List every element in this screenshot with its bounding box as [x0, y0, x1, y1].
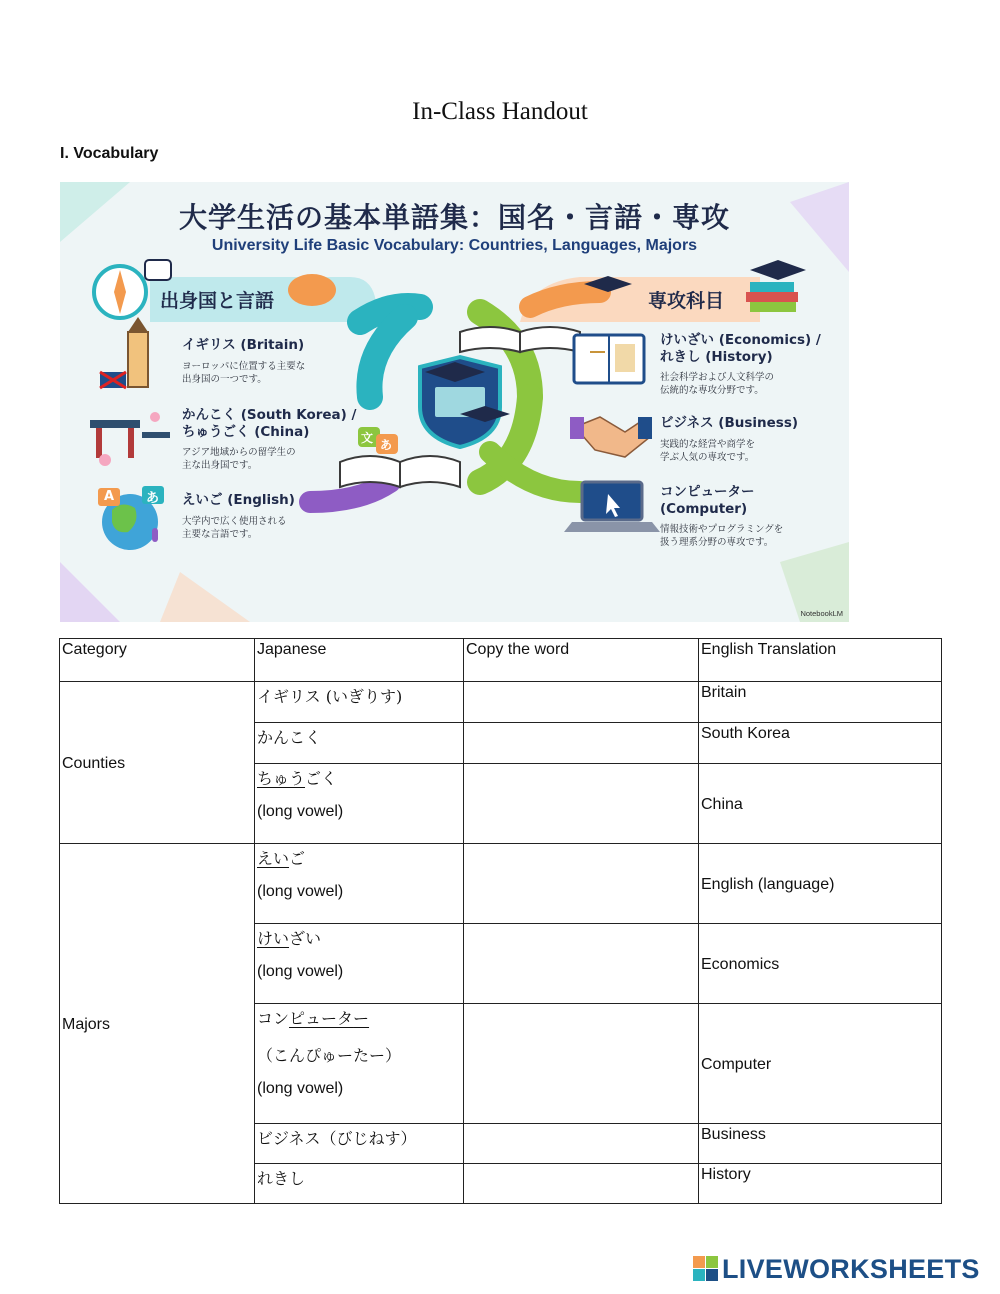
- table-row: [60, 682, 942, 723]
- badge-latin-a: A: [104, 489, 115, 504]
- en-cell: China: [699, 764, 942, 844]
- page-title: In-Class Handout: [412, 98, 588, 125]
- copy-cell[interactable]: [464, 844, 699, 924]
- item-economics-history-title: けいざい (Economics) / れきし (History): [660, 332, 821, 365]
- category-countries: Counties: [60, 682, 255, 844]
- badge-a-hiragana: あ: [380, 438, 393, 452]
- item-computer-desc: 情報技術やプログラミングを 扱う理系分野の専攻です。: [660, 524, 784, 548]
- item-korea-china-desc: アジア地域からの留学生の 主な出身国です。: [182, 447, 296, 471]
- item-business-desc: 実践的な経営や商学を 学ぶ人気の専攻です。: [660, 439, 756, 463]
- en-cell: Britain: [699, 682, 942, 723]
- item-english-title: えいご (English): [182, 492, 295, 508]
- liveworksheets-logo: [693, 1253, 980, 1284]
- infographic-credit: NotebookLM: [800, 609, 843, 618]
- table-header-row: [60, 639, 942, 682]
- logo-icon: [693, 1256, 719, 1282]
- en-cell: Economics: [699, 924, 942, 1004]
- copy-cell[interactable]: [464, 1164, 699, 1204]
- infographic-title-jp: 大学生活の基本単語集：国名・言語・専攻: [178, 201, 730, 234]
- item-britain-title: イギリス (Britain): [182, 337, 305, 353]
- copy-cell[interactable]: [464, 1124, 699, 1164]
- jp-cell: けいざい (long vowel): [255, 924, 464, 1004]
- jp-cell: えいご (long vowel): [255, 844, 464, 924]
- en-cell: Computer: [699, 1004, 942, 1124]
- header-english: English Translation: [699, 639, 942, 682]
- vocabulary-infographic: [60, 182, 849, 622]
- vocabulary-table: [59, 638, 942, 1204]
- badge-jp-a: あ: [146, 491, 160, 506]
- item-economics-history-desc: 社会科学および人文科学の 伝統的な専攻分野です。: [660, 372, 775, 396]
- jp-cell: ビジネス（びじねす）: [255, 1124, 464, 1164]
- copy-cell[interactable]: [464, 1004, 699, 1124]
- copy-cell[interactable]: [464, 682, 699, 723]
- section-title: I. Vocabulary: [60, 145, 159, 162]
- category-majors: Majors: [60, 844, 255, 1204]
- item-korea-china-title: かんこく (South Korea) / ちゅうごく (China): [182, 407, 357, 440]
- en-cell: English (language): [699, 844, 942, 924]
- item-english-desc: 大学内で広く使用される 主要な言語です。: [182, 516, 287, 540]
- item-britain-desc: ヨーロッパに位置する主要な 出身国の一つです。: [182, 361, 306, 385]
- logo-text: LIVEWORKSHEETS: [722, 1253, 980, 1284]
- badge-bun: 文: [361, 431, 374, 445]
- item-business-title: ビジネス (Business): [660, 415, 799, 431]
- header-category: Category: [60, 639, 255, 682]
- en-cell: Business: [699, 1124, 942, 1164]
- header-japanese: Japanese: [255, 639, 464, 682]
- jp-cell: れきし: [255, 1164, 464, 1204]
- table-row: [60, 844, 942, 924]
- jp-cell: かんこく: [255, 723, 464, 764]
- jp-cell: ちゅうごく (long vowel): [255, 764, 464, 844]
- left-header: 出身国と言語: [160, 290, 275, 312]
- infographic-title-en: University Life Basic Vocabulary: Countries, Languages, Majors: [211, 237, 698, 254]
- copy-cell[interactable]: [464, 764, 699, 844]
- header-copy: Copy the word: [464, 639, 699, 682]
- copy-cell[interactable]: [464, 723, 699, 764]
- jp-cell: イギリス (いぎりす): [255, 682, 464, 723]
- item-computer-title: コンピューター (Computer): [660, 484, 755, 517]
- jp-cell: コンピューター （こんぴゅーたー） (long vowel): [255, 1004, 464, 1124]
- en-cell: South Korea: [699, 723, 942, 764]
- copy-cell[interactable]: [464, 924, 699, 1004]
- en-cell: History: [699, 1164, 942, 1204]
- right-header: 専攻科目: [648, 290, 725, 312]
